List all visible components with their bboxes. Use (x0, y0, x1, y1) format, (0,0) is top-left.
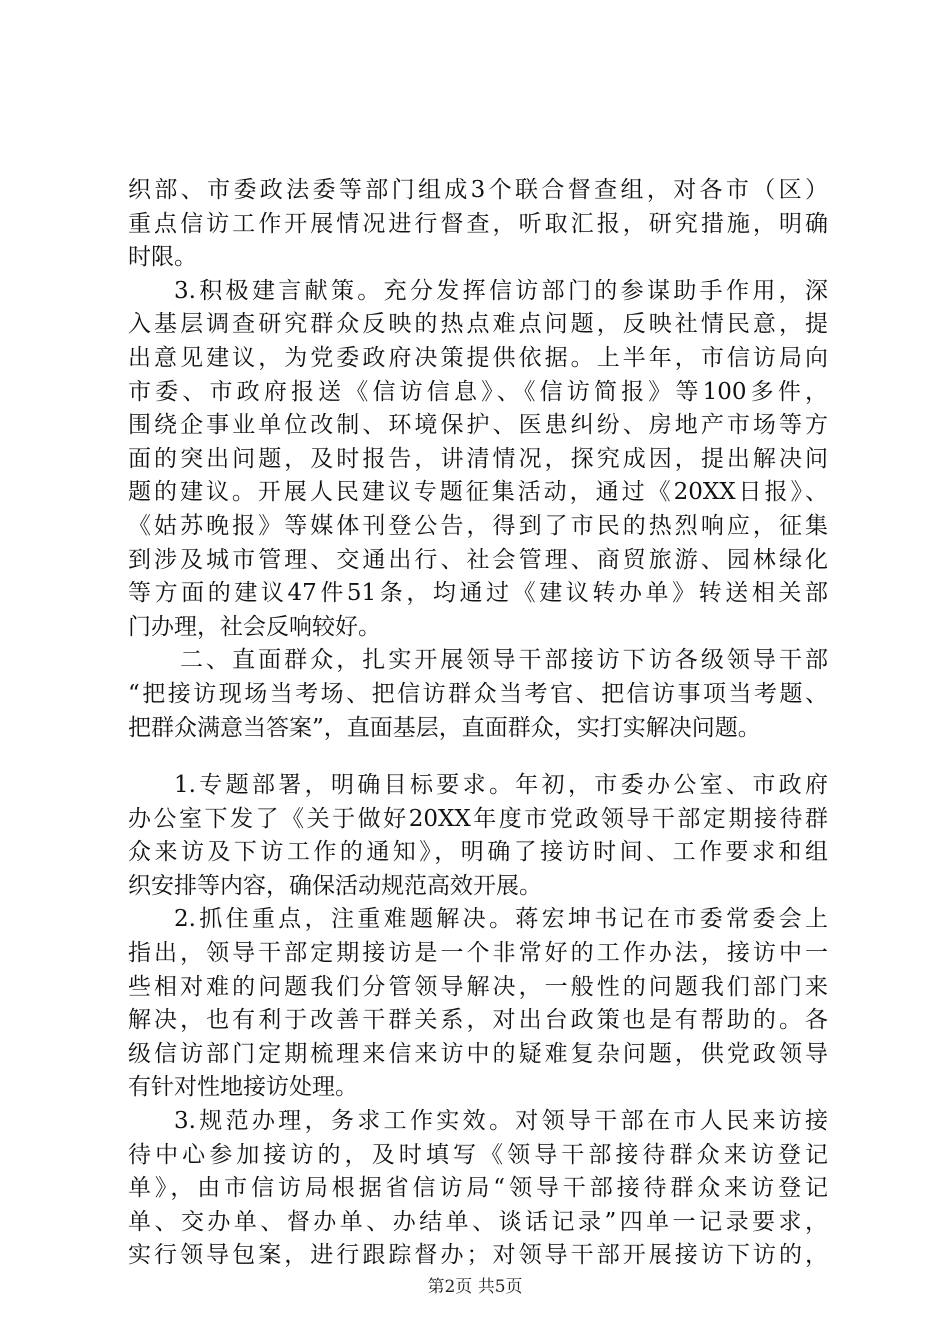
text-line: 入基层调查研究群众反映的热点难点问题，反映社情民意，提 (128, 311, 828, 338)
text-line: 等方面的建议47件51条，均通过《建议转办单》转送相关部 (128, 580, 828, 607)
text-line: 些相对难的问题我们分管领导解决，一般性的问题我们部门来 (128, 973, 828, 1000)
text-line: 3.规范办理，务求工作实效。对领导干部在市人民来访接 (174, 1108, 828, 1135)
text-line: 级信访部门定期梳理来信来访中的疑难复杂问题，供党政领导 (128, 1040, 828, 1067)
text-line: 出意见建议，为党委政府决策提供依据。上半年，市信访局向 (128, 344, 828, 371)
text-line: 到涉及城市管理、交通出行、社会管理、商贸旅游、园林绿化 (128, 546, 828, 573)
text-line: 指出，领导干部定期接访是一个非常好的工作办法，接访中一 (128, 940, 828, 967)
text-line: 实行领导包案，进行跟踪督办；对领导干部开展接访下访的， (128, 1242, 828, 1269)
text-line: 织部、市委政法委等部门组成3个联合督查组，对各市（区） (128, 177, 828, 203)
text-line: 单、交办单、督办单、办结单、谈话记录”四单一记录要求， (128, 1208, 828, 1235)
text-line: “把接访现场当考场、把信访群众当考官、把信访事项当考题、 (128, 680, 828, 707)
text-line: 办公室下发了《关于做好20XX年度市党政领导干部定期接待群 (128, 805, 828, 832)
text-line: 单》，由市信访局根据省信访局“领导干部接待群众来访登记 (128, 1175, 828, 1202)
text-line: 围绕企事业单位改制、环境保护、医患纠纷、房地产市场等方 (128, 412, 828, 439)
page-number-label: 第2页 共5页 (427, 1277, 523, 1297)
text-line: 3.积极建言献策。充分发挥信访部门的参谋助手作用，深 (174, 277, 828, 304)
text-line: 有针对性地接访处理。 (128, 1074, 358, 1101)
text-line: 把群众满意当答案”，直面基层，直面群众，实打实解决问题。 (128, 714, 761, 741)
text-line: 时限。 (128, 244, 197, 271)
text-line: 1.专题部署，明确目标要求。年初，市委办公室、市政府 (174, 772, 828, 799)
text-line: 织安排等内容，确保活动规范高效开展。 (128, 872, 542, 899)
text-line: 众来访及下访工作的通知》，明确了接访时间、工作要求和组 (128, 839, 828, 866)
page-footer (0, 1272, 950, 1297)
text-line: 《姑苏晚报》等媒体刊登公告，得到了市民的热烈响应，征集 (128, 512, 828, 539)
text-line: 门办理，社会反响较好。 (128, 613, 381, 640)
section-heading-line: 二、直面群众，扎实开展领导干部接访下访各级领导干部 (180, 647, 828, 674)
text-line: 待中心参加接访的，及时填写《领导干部接待群众来访登记 (128, 1141, 828, 1168)
document-body (128, 174, 828, 1273)
paragraph-gap (128, 745, 828, 769)
text-line: 解决，也有利于改善干群关系，对出台政策也是有帮助的。各 (128, 1007, 828, 1034)
text-line: 重点信访工作开展情况进行督查，听取汇报，研究措施，明确 (128, 210, 828, 237)
text-line: 面的突出问题，及时报告，讲清情况，探究成因，提出解决问 (128, 445, 828, 472)
text-line: 市委、市政府报送《信访信息》、《信访简报》等100多件， (128, 378, 828, 405)
text-line: 题的建议。开展人民建议专题征集活动，通过《20XX日报》、 (128, 479, 828, 506)
text-line: 2.抓住重点，注重难题解决。蒋宏坤书记在市委常委会上 (174, 906, 828, 933)
